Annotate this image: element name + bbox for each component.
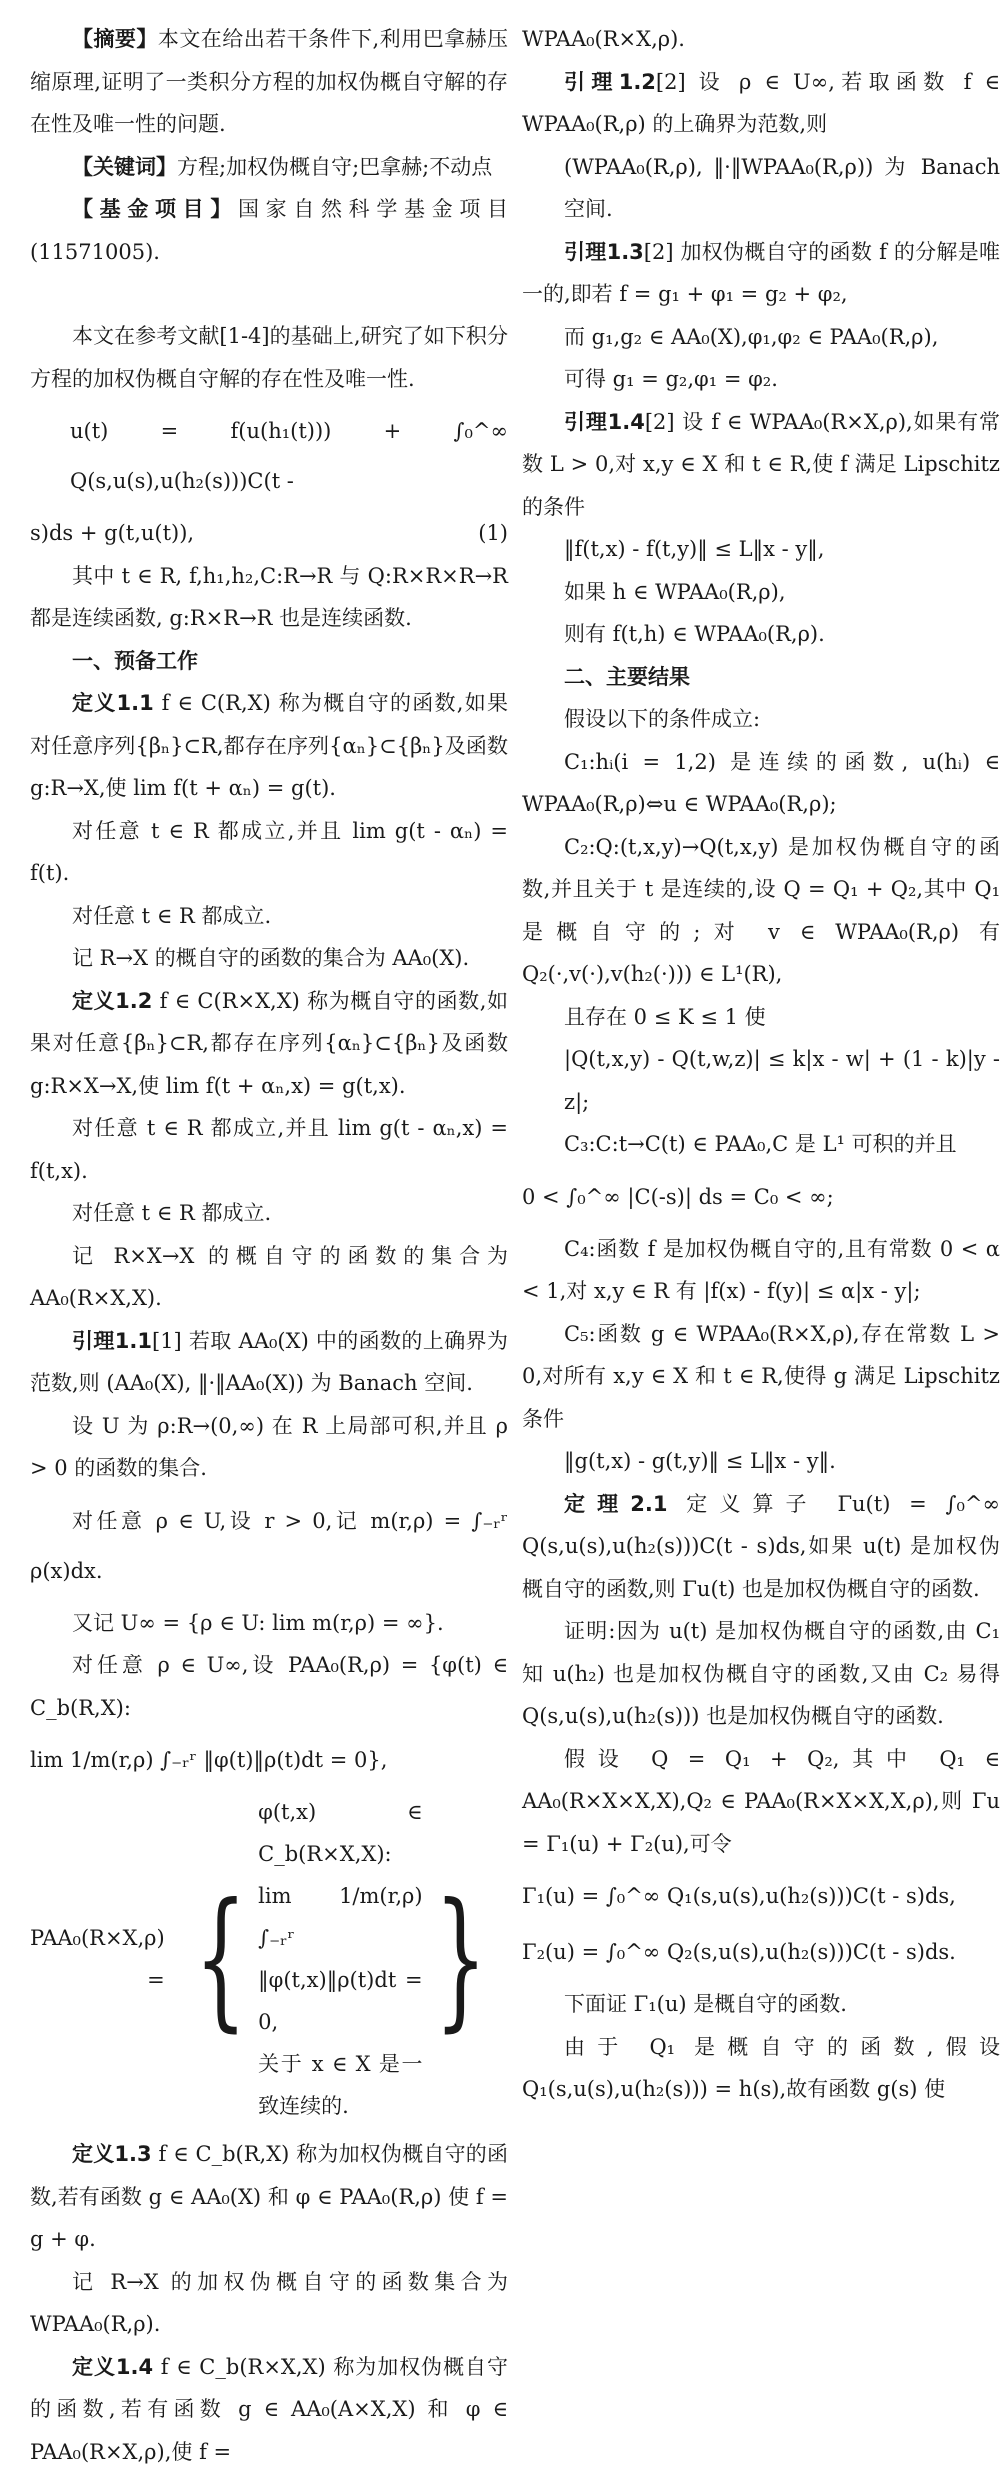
- condition-c3: C₃:C:t→C(t) ∈ PAA₀,C 是 L¹ 可积的并且: [522, 1123, 1000, 1166]
- definition-1-2-d: 记 R×X→X 的概自守的函数的集合为 AA₀(R×X,X).: [30, 1235, 508, 1320]
- lemma-1-3-c: 可得 g₁ = g₂,φ₁ = φ₂.: [564, 358, 1000, 401]
- equation-1-number: (1): [478, 512, 508, 555]
- intro-paragraph: 本文在参考文献[1-4]的基础上,研究了如下积分方程的加权伪概自守解的存在性及唯一性.: [30, 315, 508, 400]
- u-infinity-definition: 又记 U∞ = {ρ ∈ U: lim m(r,ρ) = ∞}.: [30, 1602, 508, 1645]
- where-paragraph: 其中 t ∈ R, f,h₁,h₂,C:R→R 与 Q:R×R×R→R 都是连续函数, g:R×R→R 也是连续函数.: [30, 555, 508, 640]
- definition-1-3: [30, 2133, 508, 2261]
- condition-c5: C₅:函数 g ∈ WPAA₀(R×X,ρ),存在常数 L > 0,对所有 x,y ∈ X 和 t ∈ R,使得 g 满足 Lipschitz 条件: [522, 1313, 1000, 1441]
- definition-1-4: [30, 2346, 508, 2473]
- lemma-1-4: [522, 401, 1000, 529]
- fund: [30, 188, 508, 273]
- lemma-1-3-b: 而 g₁,g₂ ∈ AA₀(X),φ₁,φ₂ ∈ PAA₀(R,ρ),: [564, 316, 1000, 359]
- definition-1-3-tag: 定义1.3: [72, 2142, 152, 2166]
- condition-c1: C₁:hᵢ(i = 1,2) 是连续的函数, u(hᵢ) ∈ WPAA₀(R,ρ)⇔u ∈ WPAA₀(R,ρ);: [522, 741, 1000, 826]
- m-definition: 对任意 ρ ∈ U,设 r > 0,记 m(r,ρ) = ∫₋ᵣʳ ρ(x)dx.: [30, 1496, 508, 1596]
- definition-1-1-text: f ∈ C(R,X) 称为概自守的函数,如果对任意序列{βₙ}⊂R,都存在序列{αₙ}⊂{βₙ}及函数g:R→X,使 lim f(t + αₙ) = g(t).: [30, 691, 508, 800]
- definition-1-1-c: 对任意 t ∈ R 都成立.: [30, 895, 508, 938]
- below-paragraph: 下面证 Γ₁(u) 是概自守的函数.: [522, 1983, 1000, 2026]
- lemma-1-4-d: 则有 f(t,h) ∈ WPAA₀(R,ρ).: [564, 613, 1000, 656]
- definition-1-3-text: f ∈ C_b(R,X) 称为加权伪概自守的函数,若有函数 g ∈ AA₀(X) 和 φ ∈ PAA₀(R,ρ) 使 f = g + φ.: [30, 2142, 508, 2251]
- condition-c2-c: |Q(t,x,y) - Q(t,w,z)| ≤ k|x - w| + (1 - k)|y - z|;: [564, 1038, 1000, 1123]
- right-column: [522, 18, 1000, 2111]
- condition-c2-b: 且存在 0 ≤ K ≤ 1 使: [564, 996, 1000, 1039]
- equation-1-line-a: u(t) = f(u(h₁(t))) + ∫₀^∞ Q(s,u(s),u(h₂(s)))C(t -: [30, 406, 508, 506]
- definition-1-1-tag: 定义1.1: [72, 691, 154, 715]
- equation-1-tail: s)ds + g(t,u(t)),: [30, 512, 194, 555]
- paa-rxx-case-1: φ(t,x) ∈ C_b(R×X,X):: [258, 1791, 422, 1875]
- fund-text: 国家自然科学基金项目(11571005).: [30, 197, 508, 264]
- lemma-1-2-tag: 引理1.2: [564, 70, 656, 94]
- lemma-1-4-b: ‖f(t,x) - f(t,y)‖ ≤ L‖x - y‖,: [564, 528, 1000, 571]
- keywords-tag: 【关键词】: [72, 155, 177, 179]
- left-column: [30, 18, 508, 2473]
- theorem-2-1: [522, 1483, 1000, 1611]
- definition-1-1-b: 对任意 t ∈ R 都成立,并且 lim g(t - αₙ) = f(t).: [30, 810, 508, 895]
- abstract: [30, 18, 508, 146]
- lemma-1-4-tag: 引理1.4: [564, 410, 645, 434]
- definition-1-1: [30, 682, 508, 810]
- definition-1-2-b: 对任意 t ∈ R 都成立,并且 lim g(t - αₙ,x) = f(t,x).: [30, 1107, 508, 1192]
- right-brace: }: [434, 1884, 486, 2034]
- lemma-1-4-text: [2] 设 f ∈ WPAA₀(R×X,ρ),如果有常数 L > 0,对 x,y ∈ X 和 t ∈ R,使 f 满足 Lipschitz 的条件: [522, 410, 1000, 519]
- section-2-heading: 二、主要结果: [522, 656, 1000, 699]
- theorem-2-1-text: 定义算子 Γu(t) = ∫₀^∞ Q(s,u(s),u(h₂(s)))C(t - s)ds,如果 u(t) 是加权伪概自守的函数,则 Γu(t) 也是加权伪概自守的函数.: [522, 1492, 1000, 1601]
- paa-definition: 对任意 ρ ∈ U∞,设 PAA₀(R,ρ) = {φ(t) ∈ C_b(R,X):: [30, 1644, 508, 1729]
- definition-1-2: [30, 980, 508, 1108]
- fund-tag: 【基金项目】: [72, 197, 238, 221]
- lemma-1-1-text: [1] 若取 AA₀(X) 中的函数的上确界为范数,则 (AA₀(X), ‖·‖AA₀(X)) 为 Banach 空间.: [30, 1329, 508, 1396]
- lemma-1-3-tag: 引理1.3: [564, 240, 644, 264]
- gamma-1-definition: Γ₁(u) = ∫₀^∞ Q₁(s,u(s),u(h₂(s)))C(t - s)ds,: [522, 1871, 1000, 1921]
- keywords: [30, 146, 508, 189]
- condition-c5-b: ‖g(t,x) - g(t,y)‖ ≤ L‖x - y‖.: [564, 1440, 1000, 1483]
- left-brace: {: [194, 1884, 246, 2034]
- condition-c3-b: 0 < ∫₀^∞ |C(-s)| ds = C₀ < ∞;: [522, 1172, 1000, 1222]
- assumption-intro: 假设以下的条件成立:: [522, 698, 1000, 741]
- lemma-1-1-tag: 引理1.1: [72, 1329, 152, 1353]
- proof-paragraph: 证明:因为 u(t) 是加权伪概自守的函数,由 C₁ 知 u(h₂) 也是加权伪概自守的函数,又由 C₂ 易得 Q(s,u(s),u(h₂(s))) 也是加权伪概自守的函数.: [522, 1610, 1000, 1738]
- definition-1-2-c: 对任意 t ∈ R 都成立.: [30, 1192, 508, 1235]
- paa-rxx-cases: [258, 1791, 422, 2127]
- lemma-1-4-c: 如果 h ∈ WPAA₀(R,ρ),: [564, 571, 1000, 614]
- lemma-1-2: [522, 61, 1000, 146]
- lemma-1-2-text: [2] 设 ρ ∈ U∞,若取函数 f ∈ WPAA₀(R,ρ) 的上确界为范数,则: [522, 70, 1000, 137]
- lemma-1-1: [30, 1320, 508, 1405]
- definition-1-2-tag: 定义1.2: [72, 989, 152, 1013]
- keywords-text: 方程;加权伪概自守;巴拿赫;不动点: [177, 155, 492, 179]
- condition-c4: C₄:函数 f 是加权伪概自守的,且有常数 0 < α < 1,对 x,y ∈ R 有 |f(x) - f(y)| ≤ α|x - y|;: [522, 1228, 1000, 1313]
- definition-1-3-b: 记 R→X 的加权伪概自守的函数集合为 WPAA₀(R,ρ).: [30, 2261, 508, 2346]
- definition-1-4-tag: 定义1.4: [72, 2355, 153, 2379]
- definition-1-1-d: 记 R→X 的概自守的函数的集合为 AA₀(X).: [30, 937, 508, 980]
- section-1-heading: 一、预备工作: [30, 640, 508, 683]
- equation-1-line-b: [30, 512, 508, 555]
- paa-rxx-definition: [30, 1791, 508, 2127]
- proof-paragraph-b: 假设 Q = Q₁ + Q₂,其中 Q₁ ∈ AA₀(R×X×X,X),Q₂ ∈ PAA₀(R×X×X,X,ρ),则 Γu = Γ₁(u) + Γ₂(u),可令: [522, 1738, 1000, 1866]
- abstract-tag: 【摘要】: [72, 27, 158, 51]
- lemma-1-2-b: (WPAA₀(R,ρ), ‖·‖WPAA₀(R,ρ)) 为 Banach 空间.: [564, 146, 1000, 231]
- set-u-paragraph: 设 U 为 ρ:R→(0,∞) 在 R 上局部可积,并且 ρ > 0 的函数的集合.: [30, 1405, 508, 1490]
- paa-rxx-case-2: lim 1/m(r,ρ) ∫₋ᵣʳ ‖φ(t,x)‖ρ(t)dt = 0,: [258, 1875, 422, 2043]
- paa-limit: lim 1/m(r,ρ) ∫₋ᵣʳ ‖φ(t)‖ρ(t)dt = 0},: [30, 1735, 508, 1785]
- paa-rxx-case-3: 关于 x ∈ X 是一致连续的.: [258, 2043, 422, 2127]
- lemma-1-3-text: [2] 加权伪概自守的函数 f 的分解是唯一的,即若 f = g₁ + φ₁ = g₂ + φ₂,: [522, 240, 1000, 307]
- definition-1-4-cont: WPAA₀(R×X,ρ).: [522, 18, 1000, 61]
- abstract-text: 本文在给出若干条件下,利用巴拿赫压缩原理,证明了一类积分方程的加权伪概自守解的存在性及唯一性的问题.: [30, 27, 508, 136]
- definition-1-4-text: f ∈ C_b(R×X,X) 称为加权伪概自守的函数,若有函数 g ∈ AA₀(A×X,X) 和 φ ∈ PAA₀(R×X,ρ),使 f =: [30, 2355, 508, 2464]
- paa-rxx-label: PAA₀(R×X,ρ) =: [30, 1917, 173, 2002]
- last-paragraph: 由于 Q₁ 是概自守的函数,假设 Q₁(s,u(s),u(h₂(s))) = h(s),故有函数 g(s) 使: [522, 2026, 1000, 2111]
- definition-1-2-text: f ∈ C(R×X,X) 称为概自守的函数,如果对任意{βₙ}⊂R,都存在序列{αₙ}⊂{βₙ}及函数g:R×X→X,使 lim f(t + αₙ,x) = g(t,x).: [30, 989, 508, 1098]
- lemma-1-3: [522, 231, 1000, 316]
- condition-c2: C₂:Q:(t,x,y)→Q(t,x,y) 是加权伪概自守的函数,并且关于 t 是连续的,设 Q = Q₁ + Q₂,其中 Q₁ 是概自守的;对 v ∈ WPAA₀(R,ρ) 有 Q₂(·,v(·),v(h₂(·))) ∈ L¹(R),: [522, 826, 1000, 996]
- theorem-2-1-tag: 定理2.1: [564, 1492, 667, 1516]
- gamma-2-definition: Γ₂(u) = ∫₀^∞ Q₂(s,u(s),u(h₂(s)))C(t - s)ds.: [522, 1927, 1000, 1977]
